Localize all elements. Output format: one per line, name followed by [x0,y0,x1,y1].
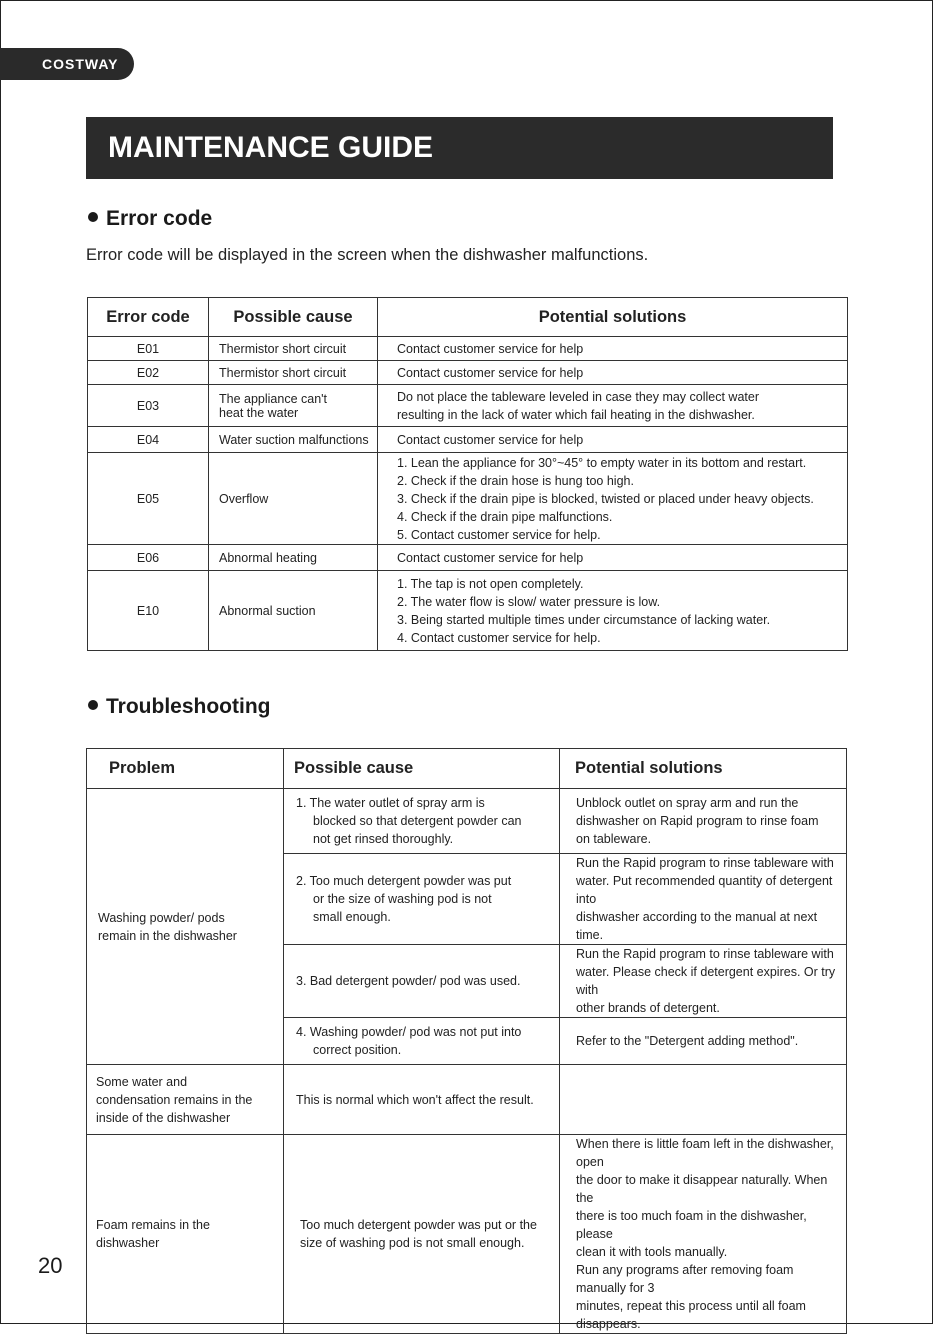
problem-cell [87,789,284,1065]
solution-line: 4. Contact customer service for help. [397,630,601,645]
cause-line: small enough. [313,910,391,924]
bullet-icon [88,212,98,222]
error-row [88,337,848,361]
header-potential-solutions: Potential solutions [378,298,848,337]
trouble-row [87,1135,847,1334]
error-code-heading [88,207,212,231]
cause-line: 3. Bad detergent powder/ pod was used. [296,974,521,988]
solution-line: Run any programs after removing foam manually for 3 [576,1263,794,1295]
bullet-icon [88,700,98,710]
troubleshooting-heading [88,695,270,719]
trouble-row [87,1065,847,1135]
problem-line: dishwasher [96,1236,160,1250]
solution-cell [378,337,848,361]
error-table-header [88,298,848,337]
error-code-cell: E05 [88,453,209,545]
cause-line: 4. Washing powder/ pod was not put into [296,1025,522,1039]
header-cause: Possible cause [284,749,560,789]
solution-line: 2. Check if the drain hose is hung too high. [397,473,634,488]
cause-line: 2. Too much detergent powder was put [296,874,512,888]
cause-line: 1. The water outlet of spray arm is [296,796,485,810]
solution-cell [378,361,848,385]
solution-line: there is too much foam in the dishwasher, please [576,1209,807,1241]
solution-line: Run the Rapid program to rinse tableware with [576,947,834,961]
solution-cell [560,789,847,854]
cause-line: Too much detergent powder was put or the [300,1218,537,1232]
error-code-cell: E03 [88,385,209,427]
solution-line: on tableware. [576,832,652,846]
cause-line: Water suction malfunctions [219,432,369,447]
solution-line: the door to make it disappear naturally. When the [576,1173,828,1205]
solution-cell [378,427,848,453]
cause-cell [284,945,560,1018]
solution-cell [378,571,848,651]
solution-cell [560,1065,847,1135]
cause-cell [209,361,378,385]
solution-line: clean it with tools manually. [576,1245,728,1259]
problem-line: condensation remains in the [96,1092,253,1107]
error-code-table [87,297,848,651]
solution-line: dishwasher on Rapid program to rinse foam [576,814,819,828]
solution-cell [378,545,848,571]
solution-line: 5. Contact customer service for help. [397,527,601,542]
cause-line: or the size of washing pod is not [313,892,492,906]
cause-cell [284,854,560,945]
header-error-code: Error code [88,298,209,337]
error-code-intro: Error code will be displayed in the screen when the dishwasher malfunctions. [86,246,649,264]
cause-line: blocked so that detergent powder can [313,814,522,828]
solution-line: Refer to the "Detergent adding method". [576,1034,799,1048]
cause-line: correct position. [313,1043,402,1057]
trouble-row [87,789,847,854]
error-row [88,427,848,453]
error-row [88,545,848,571]
brand-logo: COSTWAY [0,48,134,80]
troubleshooting-title: Troubleshooting [106,695,271,718]
solution-line: Run the Rapid program to rinse tableware with [576,856,834,870]
cause-cell [209,427,378,453]
solution-cell [560,1018,847,1065]
problem-cell [87,1065,284,1135]
solution-line: Contact customer service for help [397,432,584,447]
error-code-cell: E02 [88,361,209,385]
solution-line: When there is little foam left in the dishwasher, open [576,1137,834,1169]
header-possible-cause: Possible cause [209,298,378,337]
cause-line: Overflow [219,491,269,506]
error-code-cell: E01 [88,337,209,361]
cause-line: Thermistor short circuit [219,341,347,356]
cause-line: This is normal which won't affect the result. [296,1092,534,1107]
problem-line: remain in the dishwasher [98,928,237,943]
problem-line: Foam remains in the [96,1218,210,1232]
solution-line: 4. Check if the drain pipe malfunctions. [397,509,613,524]
cause-line: not get rinsed thoroughly. [313,832,454,846]
solution-cell [378,385,848,427]
cause-line: Thermistor short circuit [219,365,347,380]
cause-cell [209,337,378,361]
solution-line: other brands of detergent. [576,1001,720,1015]
solution-line: Do not place the tableware leveled in case they may collect water [397,389,759,404]
solution-cell [378,453,848,545]
cause-cell [284,1065,560,1135]
error-code-cell: E06 [88,545,209,571]
header-problem: Problem [87,749,284,789]
cause-cell [209,545,378,571]
cause-cell [284,789,560,854]
solution-cell [560,945,847,1018]
cause-line: heat the water [219,405,299,420]
cause-line: Abnormal heating [219,550,317,565]
solution-line: Contact customer service for help [397,550,584,565]
error-code-cell: E04 [88,427,209,453]
solution-line: 2. The water flow is slow/ water pressure is low. [397,594,661,609]
solution-line: resulting in the lack of water which fail heating in the dishwasher. [397,407,755,422]
solution-line: dishwasher according to the manual at next time. [576,910,818,942]
trouble-table-header [87,749,847,789]
solution-line: Contact customer service for help [397,365,584,380]
solution-cell [560,854,847,945]
solution-line: 3. Check if the drain pipe is blocked, twisted or placed under heavy objects. [397,491,814,506]
solution-line: water. Please check if detergent expires. Or try with [576,965,836,997]
cause-cell [209,385,378,427]
solution-line: 1. Lean the appliance for 30°~45° to empty water in its bottom and restart. [397,455,807,470]
problem-line: Some water and [96,1074,188,1089]
solution-line: minutes, repeat this process until all foam disappears. [576,1299,806,1331]
error-row [88,453,848,545]
page-title: MAINTENANCE GUIDE [86,117,833,179]
solution-line: 3. Being started multiple times under circumstance of lacking water. [397,612,771,627]
error-row [88,361,848,385]
cause-cell [209,453,378,545]
troubleshooting-table [86,748,847,1334]
cause-cell [209,571,378,651]
problem-line: Washing powder/ pods [98,910,225,925]
solution-line: Contact customer service for help [397,341,584,356]
header-solutions: Potential solutions [560,749,847,789]
solution-line: water. Put recommended quantity of detergent into [576,874,833,906]
cause-cell [284,1018,560,1065]
cause-cell [284,1135,560,1334]
cause-line: Abnormal suction [219,603,316,618]
page-number: 20 [38,1253,63,1278]
problem-line: inside of the dishwasher [96,1110,231,1125]
solution-line: Unblock outlet on spray arm and run the [576,796,799,810]
solution-cell [560,1135,847,1334]
error-code-cell: E10 [88,571,209,651]
error-row [88,385,848,427]
solution-line: 1. The tap is not open completely. [397,576,584,591]
cause-line: size of washing pod is not small enough. [300,1236,525,1250]
cause-line: The appliance can't [219,391,328,406]
error-row [88,571,848,651]
error-code-title: Error code [106,207,213,230]
problem-cell [87,1135,284,1334]
